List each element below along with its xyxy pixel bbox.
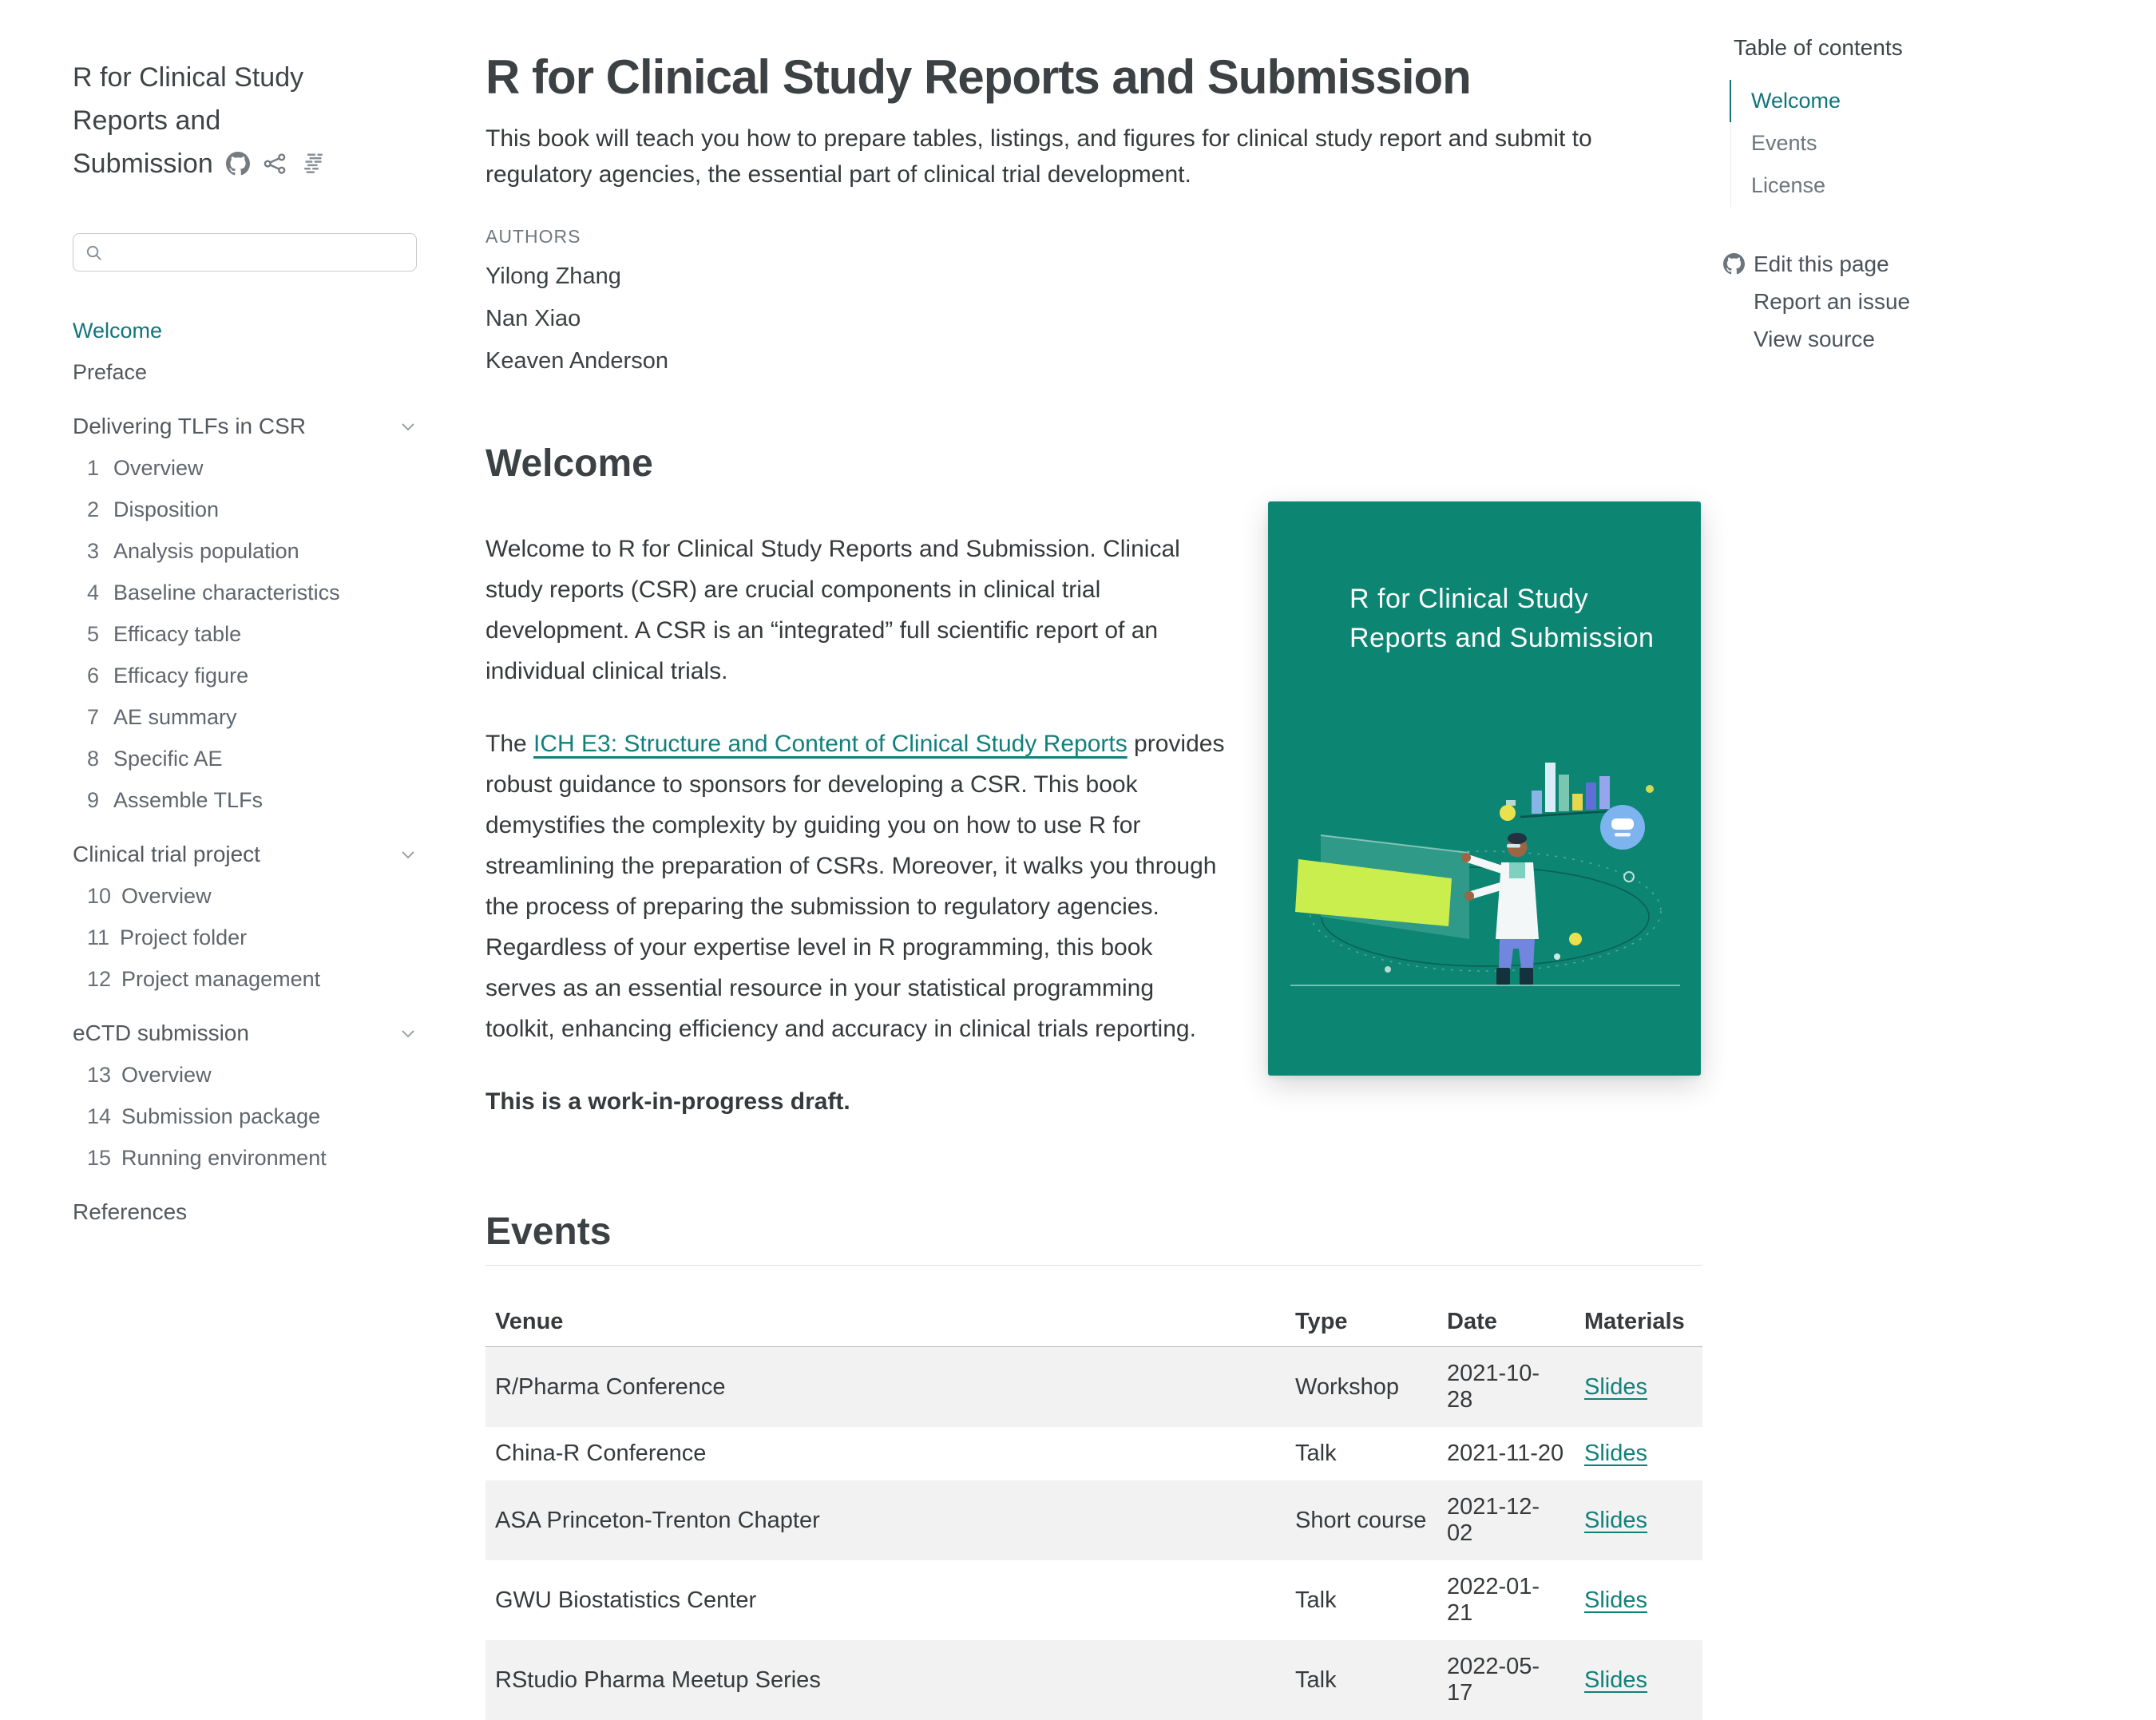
sidebar-item-6-efficacy-figure[interactable]: 6 Efficacy figure bbox=[87, 663, 249, 688]
toc-list bbox=[1730, 80, 2090, 207]
type-cell: Talk bbox=[1295, 1587, 1337, 1613]
slides-link[interactable]: Slides bbox=[1584, 1441, 1647, 1466]
toc-item-events[interactable]: Events bbox=[1751, 131, 1817, 155]
sidebar-item-12-project-management[interactable]: 12 Project management bbox=[87, 966, 321, 991]
slides-link[interactable]: Slides bbox=[1584, 1666, 1647, 1693]
sidebar-item-13-overview[interactable]: 13 Overview bbox=[87, 1062, 212, 1087]
venue-cell: ASA Princeton-Trenton Chapter bbox=[495, 1507, 820, 1533]
sidebar-item-11-project-folder[interactable]: 11 Project folder bbox=[87, 925, 248, 949]
book-cover bbox=[1268, 501, 1701, 1076]
venue-cell: R/Pharma Conference bbox=[495, 1373, 726, 1400]
venue-cell: China-R Conference bbox=[495, 1441, 707, 1466]
edit-page-link[interactable]: Edit this page bbox=[1730, 245, 2090, 283]
sidebar-item-9-assemble-tlfs[interactable]: 9 Assemble TLFs bbox=[87, 787, 264, 812]
column-header-type: Type bbox=[1286, 1298, 1437, 1347]
toc-item-license[interactable]: License bbox=[1751, 173, 1826, 197]
book-title-line: Reports and bbox=[73, 105, 221, 136]
authors-label: AUTHORS bbox=[485, 226, 581, 247]
sidebar-tools bbox=[226, 152, 323, 176]
sidebar-nav bbox=[73, 310, 418, 1233]
venue-cell: GWU Biostatistics Center bbox=[495, 1587, 757, 1613]
search-icon bbox=[85, 244, 103, 262]
table-row bbox=[485, 1560, 1702, 1640]
author-name: Nan Xiao bbox=[485, 306, 581, 331]
sidebar-section-ectd-submission[interactable]: eCTD submission bbox=[73, 1013, 418, 1054]
venue-cell: RStudio Pharma Meetup Series bbox=[495, 1666, 821, 1693]
sidebar-item-7-ae-summary[interactable]: 7 AE summary bbox=[87, 704, 237, 729]
github-link[interactable] bbox=[226, 152, 250, 176]
type-cell: Short course bbox=[1295, 1507, 1427, 1533]
column-header-materials: Materials bbox=[1575, 1298, 1702, 1347]
search-input[interactable] bbox=[111, 240, 405, 265]
sidebar-item-14-submission-package[interactable]: 14 Submission package bbox=[87, 1104, 321, 1128]
github-icon bbox=[226, 152, 250, 176]
slides-link[interactable]: Slides bbox=[1584, 1373, 1647, 1400]
page-subtitle: This book will teach you how to prepare tables, listings, and figures for clinical study report and submit to regulatory agencies, the essential part of clinical trial development. bbox=[485, 125, 1592, 188]
paragraph: The ICH E3: Structure and Content of Clinical Study Reports provides robust guidance to sponsors for developing a CSR. This book demystifies the complexity by guiding you on how to use R for streamlining the preparation of CSRs. Moreover, it walks you through the process of preparing the submission to regulatory agencies. Regardless of your expertise level in R programming, this book serves as an essential resource in your statistical programming toolkit, enhancing efficiency and accuracy in clinical trials reporting. bbox=[485, 731, 1225, 1042]
toc bbox=[1730, 35, 2090, 358]
search-box[interactable] bbox=[73, 233, 417, 271]
sidebar-section-clinical-trial-project[interactable]: Clinical trial project bbox=[73, 834, 418, 875]
sidebar-item-1-overview[interactable]: 1 Overview bbox=[87, 455, 204, 480]
scientist-figure bbox=[1461, 833, 1539, 985]
events-table bbox=[485, 1298, 1702, 1720]
sidebar-item-preface[interactable]: Preface bbox=[73, 359, 148, 384]
report-issue-link[interactable]: Report an issue bbox=[1754, 288, 1911, 314]
type-cell: Talk bbox=[1295, 1441, 1337, 1466]
book-title bbox=[73, 56, 418, 185]
toc-title: Table of contents bbox=[1734, 35, 1903, 60]
toc-item-welcome[interactable]: Welcome bbox=[1730, 80, 2090, 122]
ich-e3-link[interactable]: ICH E3: Structure and Content of Clinical Study Reports bbox=[533, 731, 1128, 757]
cover-title: R for Clinical Study Reports and Submission bbox=[1349, 584, 1655, 653]
table-row bbox=[485, 1640, 1702, 1720]
type-cell: Workshop bbox=[1295, 1373, 1400, 1400]
avatar-badge bbox=[1600, 805, 1645, 850]
sidebar bbox=[73, 0, 418, 1233]
text-lines-link[interactable] bbox=[299, 152, 323, 176]
table-row bbox=[485, 1347, 1702, 1428]
book-title-line: R for Clinical Study bbox=[73, 62, 304, 93]
slides-link[interactable]: Slides bbox=[1584, 1507, 1647, 1533]
toc-actions bbox=[1730, 245, 2090, 358]
sidebar-item-5-efficacy-table[interactable]: 5 Efficacy table bbox=[87, 621, 242, 646]
author-name: Keaven Anderson bbox=[485, 348, 668, 374]
table-row bbox=[485, 1427, 1702, 1480]
chevron-down-icon[interactable] bbox=[398, 1024, 418, 1043]
draft-note: This is a work-in-progress draft. bbox=[485, 1088, 850, 1115]
sidebar-item-15-running-environment[interactable]: 15 Running environment bbox=[87, 1145, 327, 1170]
github-icon bbox=[1723, 253, 1745, 275]
events-heading: Events bbox=[485, 1210, 1702, 1266]
page-title: R for Clinical Study Reports and Submission bbox=[485, 50, 1471, 104]
column-header-venue: Venue bbox=[485, 1298, 1286, 1347]
welcome-heading: Welcome bbox=[485, 442, 653, 485]
sidebar-item-2-disposition[interactable]: 2 Disposition bbox=[87, 497, 220, 521]
date-cell: 2022-01-21 bbox=[1447, 1574, 1540, 1626]
sidebar-item-8-specific-ae[interactable]: 8 Specific AE bbox=[87, 746, 223, 771]
sidebar-item-3-analysis-population[interactable]: 3 Analysis population bbox=[87, 538, 299, 563]
date-cell: 2021-12-02 bbox=[1447, 1494, 1540, 1546]
text-lines-icon bbox=[299, 152, 323, 176]
chevron-down-icon[interactable] bbox=[398, 417, 418, 436]
author-name: Yilong Zhang bbox=[485, 264, 621, 289]
type-cell: Talk bbox=[1295, 1666, 1337, 1693]
table-header-row bbox=[485, 1298, 1702, 1347]
table-row bbox=[485, 1480, 1702, 1560]
share-link[interactable] bbox=[263, 152, 287, 176]
view-source-link[interactable]: View source bbox=[1754, 326, 1876, 351]
welcome-text-column bbox=[485, 529, 1228, 1122]
book-title-line: Submission bbox=[73, 149, 213, 179]
sidebar-item-references[interactable]: References bbox=[73, 1199, 188, 1224]
sidebar-section-delivering-tlfs[interactable]: Delivering TLFs in CSR bbox=[73, 406, 418, 447]
date-cell: 2021-11-20 bbox=[1447, 1441, 1564, 1466]
sidebar-item-10-overview[interactable]: 10 Overview bbox=[87, 883, 212, 908]
date-cell: 2022-05-17 bbox=[1447, 1654, 1540, 1706]
date-cell: 2021-10-28 bbox=[1447, 1361, 1540, 1413]
authors-block bbox=[485, 226, 1702, 375]
chevron-down-icon[interactable] bbox=[398, 845, 418, 864]
column-header-date: Date bbox=[1437, 1298, 1575, 1347]
sidebar-item-welcome[interactable]: Welcome bbox=[73, 318, 163, 343]
share-icon bbox=[263, 152, 287, 176]
sidebar-item-4-baseline-characteristics[interactable]: 4 Baseline characteristics bbox=[87, 580, 340, 604]
slides-link[interactable]: Slides bbox=[1584, 1587, 1647, 1613]
paragraph: Welcome to R for Clinical Study Reports and Submission. Clinical study reports (CSR) are crucial components in clinical trial development. A CSR is an “integrated” full scientific report of an individual clinical trials. bbox=[485, 536, 1180, 684]
